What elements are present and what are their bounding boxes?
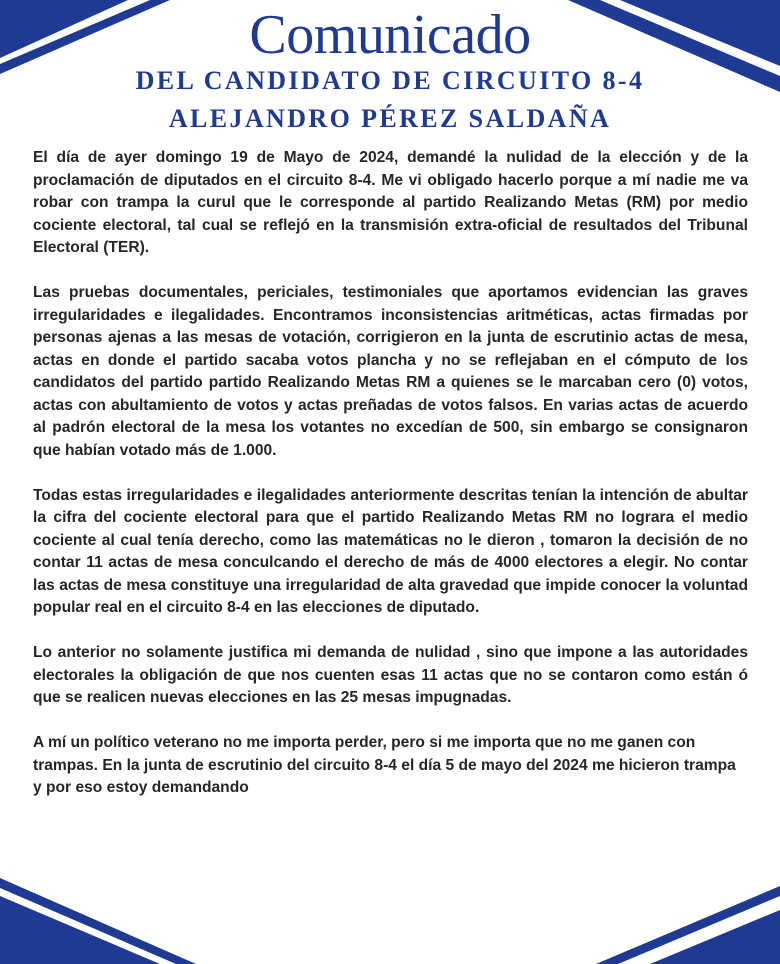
communique-body [33, 147, 748, 822]
page-title: Comunicado [249, 4, 531, 66]
bottom-left-stripe-thick [0, 896, 160, 964]
subtitle-candidate-name: ALEJANDRO PÉREZ SALDAÑA [168, 104, 612, 133]
subtitle-candidate-circuit: DEL CANDIDATO DE CIRCUITO 8-4 [135, 66, 645, 95]
paragraph: Las pruebas documentales, periciales, testimoniales que aportamos evidencian las graves irregularidades e ilegalidades. Encontramos inconsistencias aritméticas, actas firmadas por personas ajenas a las mesas de votación, corrigieron en la junta de escrutinio actas de mesa, actas en donde el partido sacaba votos plancha y no se reflejaban en el cómputo de los candidatos del partido partido Realizando Metas RM a quienes se le marcaban cero (0) votos, actas con abultamiento de votos y actas preñadas de votos falsos. En varias actas de acuerdo al padrón electoral de la mesa los votantes no excedían de 500, sin embargo se consignaron que habían votado más de 1.000. [33, 284, 748, 459]
paragraph: A mí un político veterano no me importa perder, pero si me importa que no me ganen con trampas. En la junta de escrutinio del circuito 8-4 el día 5 de mayo del 2024 me hicieron trampa y por eso estoy demandando [33, 734, 736, 796]
paragraph: El día de ayer domingo 19 de Mayo de 2024, demandé la nulidad de la elección y de la proclamación de diputados en el circuito 8-4. Me vi obligado hacerlo porque a mí nadie me va robar con trampa la curul que le corresponde al partido Realizando Metas (RM) por medio cociente electoral, tal cual se reflejó en la transmisión extra-oficial de resultados del Tribunal Electoral (TER). [33, 149, 748, 256]
paragraph: Todas estas irregularidades e ilegalidades anteriormente descritas tenían la intención de abultar la cifra del cociente electoral para que el partido Realizando Metas RM no lograra el medio cociente al cual tenía derecho, como las matemáticas no le dieron , tomaron la decisión de no contar 11 actas de mesa conculcando el derecho de más de 4000 electores a elegir. No contar las actas de mesa constituye una irregularidad de alta gravedad que impide conocer la voluntad popular real en el circuito 8-4 en las elecciones de diputado. [33, 486, 748, 616]
paragraph: Lo anterior no solamente justifica mi demanda de nulidad , sino que impone a las autoridades electorales la obligación de que nos cuenten esas 11 actas que no se contaron como están ó que se realicen nuevas elecciones en las 25 mesas impugnadas. [33, 644, 748, 706]
